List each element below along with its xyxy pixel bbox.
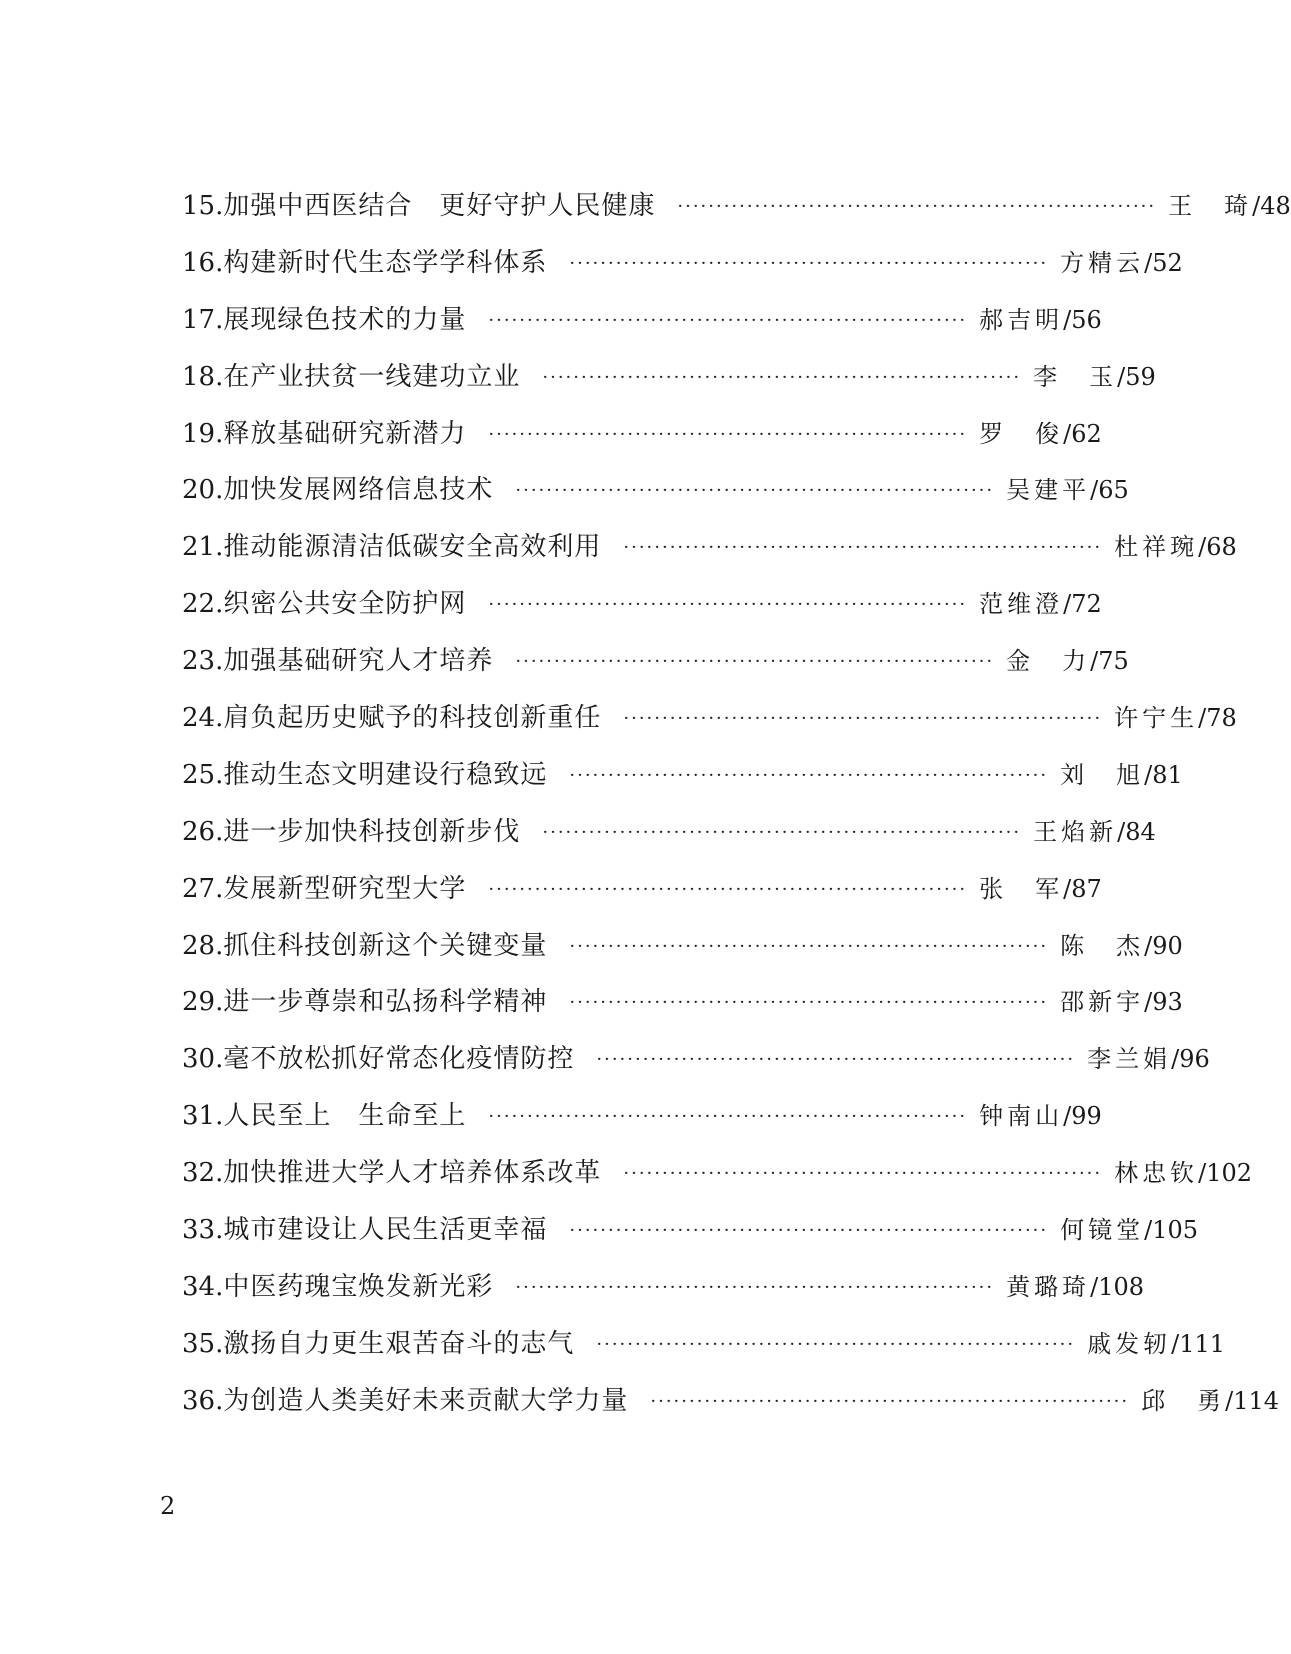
toc-entry-number: 33.	[182, 1215, 224, 1246]
toc-entry-page: 75	[1098, 647, 1129, 676]
toc-entry-separator: /	[1063, 874, 1072, 903]
toc-entry-title: 为创造人类美好未来贡献大学力量	[223, 1385, 629, 1416]
toc-entry-number: 34.	[182, 1271, 224, 1302]
toc-entry-number: 18.	[182, 361, 224, 392]
toc-entry-leader: ······························································	[488, 1106, 968, 1128]
toc-entry[interactable]	[182, 1380, 1280, 1437]
toc-entry-author: 李兰娟	[1087, 1045, 1172, 1074]
toc-entry-separator: /	[1063, 419, 1072, 448]
toc-entry-author: 戚发轫	[1087, 1329, 1172, 1358]
toc-entry-number: 25.	[182, 759, 224, 790]
toc-entry-leader: ······························································	[542, 366, 1022, 388]
toc-entry-title: 构建新时代生态学学科体系	[223, 247, 548, 278]
toc-entry-page: 59	[1125, 362, 1156, 391]
toc-entry-leader: ······························································	[596, 1333, 1076, 1355]
toc-entry-number: 27.	[182, 873, 224, 904]
toc-entry-leader: ······························································	[569, 252, 1049, 274]
toc-entry-page: 72	[1071, 590, 1102, 619]
toc-entry-page: 108	[1098, 1272, 1145, 1301]
toc-entry-author: 黄璐琦	[1006, 1272, 1091, 1301]
toc-entry-author: 钟南山	[979, 1102, 1064, 1131]
table-of-contents	[182, 185, 1291, 1437]
toc-entry[interactable]	[182, 1323, 1226, 1380]
toc-entry-title: 释放基础研究新潜力	[223, 418, 467, 449]
toc-entry-leader: ······························································	[488, 309, 968, 331]
toc-entry-page: 62	[1071, 419, 1102, 448]
toc-entry-separator: /	[1063, 590, 1072, 619]
toc-entry-number: 19.	[182, 418, 224, 449]
toc-entry-title: 人民至上 生命至上	[223, 1101, 467, 1132]
toc-entry-number: 21.	[182, 532, 224, 563]
toc-entry-number: 30.	[182, 1044, 224, 1075]
toc-entry-leader: ······························································	[623, 708, 1103, 730]
toc-entry-page: 78	[1206, 704, 1237, 733]
toc-entry-leader: ······························································	[515, 651, 995, 673]
toc-entry-author: 金 力	[1006, 647, 1091, 676]
toc-entry-page: 111	[1179, 1329, 1226, 1358]
toc-entry-author: 范维澄	[979, 590, 1064, 619]
toc-entry-separator: /	[1090, 1272, 1099, 1301]
toc-entry-leader: ······························································	[542, 821, 1022, 843]
toc-entry[interactable]	[182, 640, 1129, 697]
toc-entry[interactable]	[182, 299, 1102, 356]
toc-entry-separator: /	[1198, 533, 1207, 562]
toc-entry-title: 加强中西医结合 更好守护人民健康	[223, 191, 656, 221]
toc-entry-title: 加快发展网络信息技术	[223, 475, 494, 506]
toc-entry[interactable]	[182, 469, 1129, 526]
toc-entry-leader: ······························································	[515, 480, 995, 502]
toc-entry[interactable]	[182, 697, 1237, 754]
toc-entry-author: 杜祥琬	[1114, 533, 1199, 562]
toc-entry-author: 陈 杰	[1060, 931, 1145, 960]
toc-entry-author: 郝吉明	[979, 305, 1064, 334]
toc-entry-number: 26.	[182, 816, 224, 847]
toc-entry-page: 52	[1152, 248, 1183, 277]
toc-entry-title: 在产业扶贫一线建功立业	[223, 361, 521, 392]
toc-entry-separator: /	[1144, 931, 1153, 960]
toc-entry-author: 张 军	[979, 874, 1064, 903]
toc-entry-author: 王 琦	[1168, 192, 1253, 220]
toc-entry-leader: ······························································	[677, 196, 1157, 217]
toc-entry-leader: ······························································	[488, 594, 968, 616]
toc-entry-leader: ······························································	[488, 423, 968, 445]
toc-entry-number: 20.	[182, 475, 224, 506]
toc-entry-author: 李 玉	[1033, 362, 1118, 391]
toc-entry-title: 进一步加快科技创新步伐	[223, 816, 521, 847]
toc-entry-title: 加快推进大学人才培养体系改革	[223, 1158, 602, 1189]
toc-entry-title: 中医药瑰宝焕发新光彩	[223, 1271, 494, 1302]
toc-entry[interactable]	[182, 242, 1183, 299]
toc-entry[interactable]	[182, 356, 1156, 413]
toc-entry-number: 36.	[182, 1385, 224, 1416]
toc-entry-title: 肩负起历史赋予的科技创新重任	[223, 703, 602, 734]
toc-entry-number: 28.	[182, 930, 224, 961]
toc-entry-author: 邱 勇	[1141, 1386, 1226, 1415]
toc-entry[interactable]	[182, 583, 1102, 640]
toc-entry[interactable]	[182, 1152, 1253, 1209]
toc-entry-separator: /	[1117, 817, 1126, 846]
toc-entry-page: 96	[1179, 1045, 1210, 1074]
toc-entry[interactable]	[182, 868, 1102, 925]
toc-entry[interactable]	[182, 981, 1183, 1038]
toc-entry-page: 90	[1152, 931, 1183, 960]
toc-entry[interactable]	[182, 185, 1291, 242]
toc-entry-author: 刘 旭	[1060, 760, 1145, 789]
toc-entry[interactable]	[182, 526, 1237, 583]
toc-entry[interactable]	[182, 1209, 1199, 1266]
toc-entry-author: 许宁生	[1114, 704, 1199, 733]
toc-entry[interactable]	[182, 1038, 1210, 1095]
toc-entry-leader: ······························································	[569, 935, 1049, 957]
toc-entry-author: 邵新宇	[1060, 988, 1145, 1017]
toc-entry-page: 93	[1152, 988, 1183, 1017]
toc-entry-separator: /	[1063, 305, 1072, 334]
toc-entry-leader: ······························································	[569, 1220, 1049, 1242]
toc-entry-page: 48	[1260, 192, 1291, 220]
toc-entry-separator: /	[1198, 1159, 1207, 1188]
toc-entry-leader: ······························································	[596, 1049, 1076, 1071]
toc-entry[interactable]	[182, 1266, 1145, 1323]
toc-entry-separator: /	[1144, 988, 1153, 1017]
toc-entry-separator: /	[1144, 760, 1153, 789]
toc-entry-author: 吴建平	[1006, 476, 1091, 505]
page-number: 2	[160, 1492, 176, 1520]
toc-entry-separator: /	[1252, 192, 1261, 220]
toc-entry-author: 何镜堂	[1060, 1216, 1145, 1245]
toc-entry-separator: /	[1171, 1329, 1180, 1358]
toc-entry-leader: ······························································	[569, 992, 1049, 1014]
toc-entry-title: 展现绿色技术的力量	[223, 304, 467, 335]
toc-entry-separator: /	[1225, 1386, 1234, 1415]
toc-entry-author: 林忠钦	[1114, 1159, 1199, 1188]
toc-entry-separator: /	[1090, 476, 1099, 505]
toc-entry-author: 罗 俊	[979, 419, 1064, 448]
toc-entry-page: 84	[1125, 817, 1156, 846]
toc-entry-title: 织密公共安全防护网	[223, 589, 467, 620]
toc-entry-title: 进一步尊崇和弘扬科学精神	[223, 987, 548, 1018]
toc-entry-page: 87	[1071, 874, 1102, 903]
toc-entry-separator: /	[1090, 647, 1099, 676]
toc-entry-leader: ······························································	[623, 1163, 1103, 1185]
toc-entry-number: 17.	[182, 304, 224, 335]
toc-entry-separator: /	[1171, 1045, 1180, 1074]
toc-entry-separator: /	[1144, 1216, 1153, 1245]
toc-entry-title: 推动能源清洁低碳安全高效利用	[223, 532, 602, 563]
toc-entry-page: 81	[1152, 760, 1183, 789]
toc-entry-number: 15.	[182, 191, 224, 221]
toc-entry-title: 加强基础研究人才培养	[223, 646, 494, 677]
toc-entry[interactable]	[182, 754, 1183, 811]
toc-entry-title: 激扬自力更生艰苦奋斗的志气	[223, 1328, 575, 1359]
toc-entry-leader: ······························································	[623, 537, 1103, 559]
toc-entry-title: 发展新型研究型大学	[223, 873, 467, 904]
toc-entry-separator: /	[1063, 1102, 1072, 1131]
toc-entry-leader: ······························································	[515, 1276, 995, 1298]
toc-entry-separator: /	[1144, 248, 1153, 277]
toc-entry-leader: ······························································	[488, 878, 968, 900]
toc-entry-leader: ······························································	[650, 1390, 1130, 1412]
toc-entry[interactable]	[182, 413, 1102, 470]
toc-entry-title: 城市建设让人民生活更幸福	[223, 1215, 548, 1246]
toc-entry-page: 105	[1152, 1216, 1199, 1245]
toc-entry-number: 31.	[182, 1101, 224, 1132]
toc-entry-author: 王焰新	[1033, 817, 1118, 846]
toc-entry[interactable]	[182, 1095, 1102, 1152]
toc-entry-number: 32.	[182, 1158, 224, 1189]
toc-entry-page: 68	[1206, 533, 1237, 562]
toc-entry-page: 99	[1071, 1102, 1102, 1131]
toc-entry-number: 23.	[182, 646, 224, 677]
toc-entry-number: 35.	[182, 1328, 224, 1359]
toc-entry[interactable]	[182, 811, 1156, 868]
toc-entry-page: 102	[1206, 1159, 1253, 1188]
toc-entry-author: 方精云	[1060, 248, 1145, 277]
toc-entry[interactable]	[182, 925, 1183, 982]
toc-entry-number: 29.	[182, 987, 224, 1018]
toc-entry-page: 56	[1071, 305, 1102, 334]
toc-entry-number: 24.	[182, 703, 224, 734]
toc-entry-separator: /	[1117, 362, 1126, 391]
toc-entry-page: 114	[1233, 1386, 1280, 1415]
toc-entry-leader: ······························································	[569, 764, 1049, 786]
toc-entry-title: 推动生态文明建设行稳致远	[223, 759, 548, 790]
toc-entry-title: 毫不放松抓好常态化疫情防控	[223, 1044, 575, 1075]
toc-entry-number: 16.	[182, 247, 224, 278]
toc-entry-separator: /	[1198, 704, 1207, 733]
toc-entry-page: 65	[1098, 476, 1129, 505]
toc-entry-number: 22.	[182, 589, 224, 620]
toc-entry-title: 抓住科技创新这个关键变量	[223, 930, 548, 961]
